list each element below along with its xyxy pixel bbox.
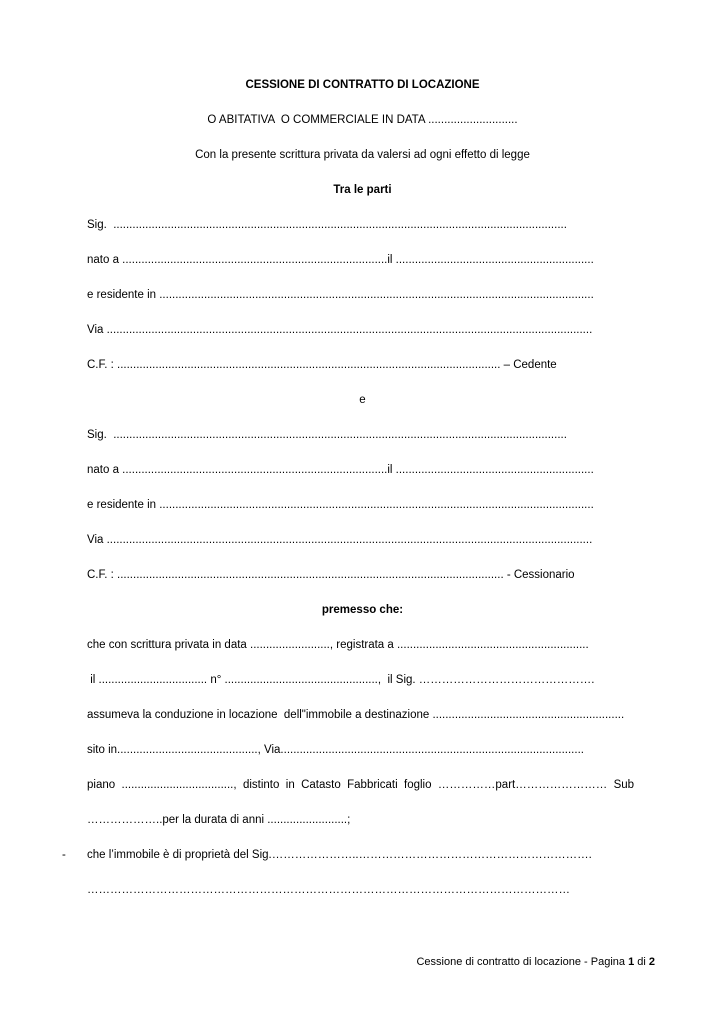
conjunction: e: [359, 394, 366, 406]
party1-sig-field: Sig. ..............................................................................................................................................: [87, 219, 567, 231]
document-subtitle: O ABITATIVA O COMMERCIALE IN DATA ............................: [207, 114, 518, 126]
page-footer: [416, 956, 655, 968]
footer-page-total: 2: [648, 956, 655, 968]
intro-line: Con la presente scrittura privata da valersi ad ogni effetto di legge: [195, 149, 530, 161]
footer-label: Cessione di contratto di locazione - Pagina: [416, 956, 629, 968]
party2-residence-field: e residente in ........................................................................................................................................: [87, 499, 594, 511]
party1-residence-field: e residente in ........................................................................................................................................: [87, 289, 594, 301]
premesso-line: il .................................. n° ................................................, il Sig. ……………………………………….: [87, 674, 595, 686]
party1-birth-field: nato a ...................................................................................il ..............................................................: [87, 254, 594, 266]
ownership-line: che l’immobile è di proprietà del Sig.…………………..…………………………………………………….: [87, 849, 592, 861]
party1-cf-field: C.F. : ........................................................................................................................ – Cedente: [87, 359, 557, 371]
footer-page-number: 1: [628, 956, 635, 968]
party1-street-field: Via ........................................................................................................................................................: [87, 324, 593, 336]
document-title: CESSIONE DI CONTRATTO DI LOCAZIONE: [245, 79, 480, 91]
bullet-marker: -: [62, 849, 66, 861]
footer-separator: di: [634, 956, 649, 968]
party2-birth-field: nato a ...................................................................................il ..............................................................: [87, 464, 594, 476]
premesso-line: sito in............................................, Via...............................................................................................: [87, 744, 584, 756]
parties-heading: Tra le parti: [333, 184, 392, 196]
premesso-heading: premesso che:: [321, 604, 404, 616]
party2-cf-field: C.F. : ......................................................................................................................... - Cessionario: [87, 569, 575, 581]
premesso-line: assumeva la conduzione in locazione dell"immobile a destinazione ............................................................: [87, 709, 625, 721]
premesso-line: che con scrittura privata in data ........................., registrata a ............................................................: [87, 639, 589, 651]
party2-street-field: Via ........................................................................................................................................................: [87, 534, 593, 546]
premesso-line: ………………..per la durata di anni .........................;: [87, 814, 351, 826]
continuation-line: ………………………………………………………………………………………………………………: [87, 884, 570, 896]
party2-sig-field: Sig. ..............................................................................................................................................: [87, 429, 567, 441]
premesso-line: piano ..................................., distinto in Catasto Fabbricati foglio ……………part…………………… Sub: [87, 779, 635, 791]
